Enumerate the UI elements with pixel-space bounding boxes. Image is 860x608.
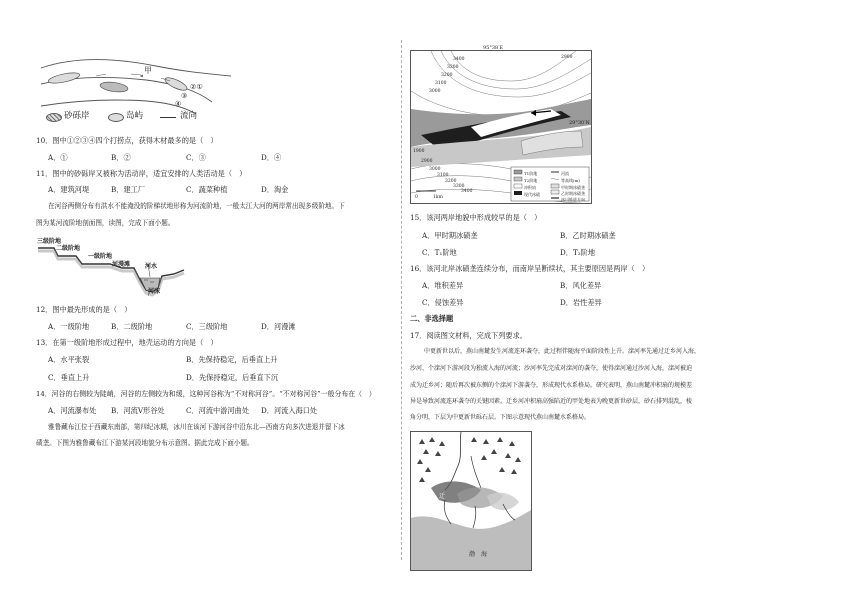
q17-material-4: 异是导致河流连环袭夺的关键因素。迁乡河冲积扇高强陷近的甲处地表为晚更新世砂层，砂石排列混乱，棱 <box>410 398 693 405</box>
map-scale-1: 1km <box>433 195 443 200</box>
q12-option-b[interactable]: B．二级阶地 <box>111 322 153 331</box>
q10-stem: 10．图中①②③④四个打捞点，获得木材最多的是（ ） <box>36 136 218 145</box>
map-contour-8: 3100 <box>437 173 449 178</box>
q13-option-d[interactable]: D．先保持稳定，后垂直下沉 <box>186 373 279 382</box>
map-contour-5: 3000 <box>429 89 441 94</box>
map-scale-0: 0 <box>415 195 418 200</box>
q15-option-a[interactable]: A．甲时期冰碛垄 <box>422 231 478 240</box>
map-legend-1: T2阶地 <box>524 178 538 183</box>
q12-option-a[interactable]: A．一级阶地 <box>48 322 90 331</box>
island-icon <box>108 113 124 122</box>
q14-stem: 14．河谷的右侧较为陡峭，河谷的左侧较为和缓，这种河谷称为“不对称河谷”。“不对称河谷”一般分布在（ ） <box>36 390 376 398</box>
q16-option-a[interactable]: A．堆积差异 <box>422 281 464 290</box>
q16-option-c[interactable]: C．侵蚀差异 <box>422 298 464 307</box>
q11-option-c[interactable]: C．蔬菜种植 <box>186 185 228 194</box>
yanshan-map-label-qian: 迁 <box>439 493 446 500</box>
legend-island-label: 岛屿 <box>126 111 144 121</box>
q10-option-c[interactable]: C．③ <box>186 153 206 162</box>
label-floodplain: 河漫滩 <box>112 261 131 268</box>
q10-option-b[interactable]: B．② <box>111 153 131 162</box>
map-legend-0: T1阶地 <box>524 171 538 176</box>
map-legend-4: 河流 <box>561 171 569 176</box>
q15-stem: 15．该河两岸地貌中形成较早的是（ ） <box>410 213 542 222</box>
q14-option-c[interactable]: C．河流中游河曲处 <box>186 406 250 415</box>
q12-option-d[interactable]: D．河漫滩 <box>261 322 296 331</box>
q16-stem: 16．该河北岸冰碛垄连续分布，而南岸呈断续状，其主要原因是两岸（ ） <box>410 264 650 273</box>
q14-option-a[interactable]: A．河流瀑布处 <box>48 406 97 415</box>
label-n4: ④ <box>175 99 182 108</box>
intro2-line1: 在河谷两侧分布有洪水不能淹没的阶梯状地形称为河流阶地，一般太江大河的两岸常出现多级阶地。下 <box>48 202 345 210</box>
q15-option-b[interactable]: B．乙时期冰碛垄 <box>560 231 616 240</box>
intro2-line2: 图为某河流阶地剖面图，读图，完成下面小题。 <box>36 219 175 227</box>
label-n2n1 <box>190 82 203 91</box>
glacier-map <box>410 45 592 204</box>
label-terrace-3: 三级阶地 <box>37 238 62 245</box>
q10-option-a[interactable]: A．① <box>48 153 68 162</box>
q15-option-d[interactable]: D．T₂阶地 <box>560 248 596 257</box>
left-column <box>0 0 400 608</box>
q11-stem: 11．图中的砂砾岸又被称为活动岸，适宜安排的人类活动是（ ） <box>36 169 247 178</box>
map-contour-9: 3200 <box>445 179 457 184</box>
q14-option-d[interactable]: D．河流入海口处 <box>261 406 318 415</box>
map-legend-2: 冲积扇 <box>524 185 536 190</box>
q17-material-3: 成为迁乡河；随后再次被东侧的个滦河下游袭夺，形成现代水系格局。研究表明，燕山南麓冲积扇的规模差 <box>410 382 693 389</box>
yanshan-map <box>410 431 532 571</box>
map-lat-label: 29°30′N <box>569 120 590 126</box>
map-contour-1: 3400 <box>453 57 465 62</box>
q11-option-a[interactable]: A．建筑河堤 <box>48 185 90 194</box>
right-column <box>400 0 860 608</box>
label-terrace-1: 一级阶地 <box>88 253 113 260</box>
map-legend-7: 乙时期冰碛垄 <box>561 191 585 196</box>
q15-option-c[interactable]: C．T₁阶地 <box>422 248 457 257</box>
map-legend-8: 冰川推进方向 <box>561 197 585 202</box>
label-jia: 甲 <box>144 66 152 75</box>
label-n1: ① <box>196 82 203 91</box>
q16-option-b[interactable]: B．风化差异 <box>560 281 602 290</box>
label-river-water: 河水 <box>145 263 158 270</box>
q13-option-b[interactable]: B．先保持稳定，后垂直上升 <box>186 355 278 364</box>
map-legend-5: 等高线(m) <box>561 178 580 183</box>
q13-option-a[interactable]: A．水平张裂 <box>48 355 90 364</box>
flow-arrow-icon <box>160 117 176 118</box>
q13-stem: 13．在第一级阶地形成过程中，地壳运动的方向是（ ） <box>36 338 218 347</box>
q11-option-b[interactable]: B．建工厂 <box>111 185 146 194</box>
q17-stem: 17．阅读图文材料，完成下列要求。 <box>410 331 527 340</box>
q12-option-c[interactable]: C．三级阶地 <box>186 322 228 331</box>
q16-option-d[interactable]: D．岩性差异 <box>560 298 602 307</box>
map-contour-10: 3300 <box>453 184 465 189</box>
q12-stem: 12．图中最先形成的是（ ） <box>36 305 132 314</box>
q17-material-1: 中更新世以后，燕山南麓发生河流连环袭夺，此过程伴随海平面阶段性上升。滦河率先通过迁乡河入海， <box>424 348 701 355</box>
q11-option-d[interactable]: D．淘金 <box>261 185 289 194</box>
map-legend-3: 现代冰碛 <box>524 192 540 197</box>
intro3-line2: 碛垄。下图为雅鲁藏布江下游某河段地貌分布示意图。据此完成下面小题。 <box>36 439 254 447</box>
map-contour-0: 2900 <box>561 55 573 60</box>
map-contour-11: 3400 <box>461 189 473 194</box>
label-n3: ③ <box>181 91 188 100</box>
map-legend-6: 甲时期冰碛垄 <box>561 185 585 190</box>
q13-option-c[interactable]: C．垂直上升 <box>48 373 90 382</box>
legend-flow-label: 流向 <box>180 111 198 121</box>
map-contour-3: 3200 <box>441 73 453 78</box>
q10-option-d[interactable]: D．④ <box>261 153 282 162</box>
map-contour-6: 2900 <box>421 159 433 164</box>
q14-option-b[interactable]: B．河流V形谷处 <box>111 406 165 415</box>
label-terrace-2: 二级阶地 <box>56 245 81 252</box>
map-contour-2: 3300 <box>447 65 459 70</box>
map-contour-7: 3000 <box>429 167 441 172</box>
gravel-shore-icon <box>46 113 62 122</box>
map-contour-4: 3100 <box>435 81 447 86</box>
map-lon-label: 95°38′E <box>483 45 504 51</box>
label-n2: ② <box>190 82 197 91</box>
yanshan-map-label-sea: 渤 海 <box>469 551 488 558</box>
label-river-bed: 河床 <box>148 288 161 295</box>
q17-material-2: 沙河、个滦河下游河段为独流入海的河流；沙河率先完成对滦河的袭夺，使得滦河通过沙河入海，滦河被迫 <box>410 365 693 372</box>
intro3-line1: 雅鲁藏布江位于西藏东南部，第四纪冰期，冰川在该河下游河谷中沿东北—西南方向多次进退并留下冰 <box>48 423 345 431</box>
legend-gravel-label: 砂砾岸 <box>64 111 90 121</box>
q17-material-5: 角分明，下层为中更新世砾石层。下图示意现代燕山南麓水系格局。 <box>410 414 591 421</box>
section-heading: 二、非选择题 <box>410 314 454 323</box>
map-contour-12: 1900 <box>413 149 425 154</box>
